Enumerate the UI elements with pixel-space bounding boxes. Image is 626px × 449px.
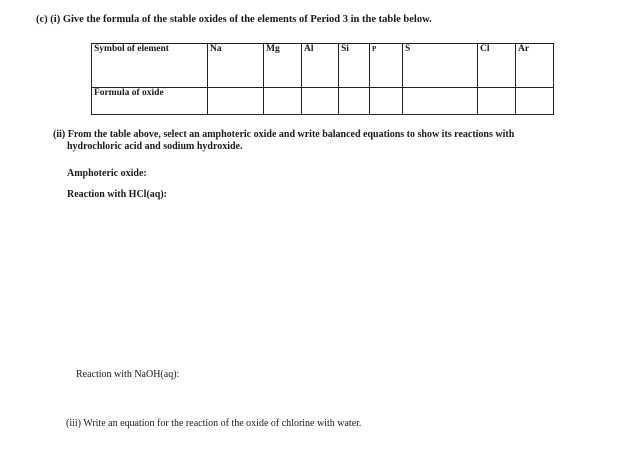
symbol-cell-s: S xyxy=(403,44,478,88)
symbol-cell-al: Al xyxy=(302,44,339,88)
symbol-cell-cl: Cl xyxy=(478,44,516,88)
oxide-row xyxy=(92,88,554,115)
oxide-cell-si[interactable] xyxy=(339,88,370,115)
reaction-hcl-label: Reaction with HCl(aq): xyxy=(67,189,167,200)
question-c-ii-line1: (ii) From the table above, select an amphoteric oxide and write balanced equations to show its reactions with xyxy=(53,129,515,140)
oxide-table xyxy=(91,43,554,115)
amphoteric-oxide-label: Amphoteric oxide: xyxy=(67,168,147,179)
symbol-cell-si: Si xyxy=(339,44,370,88)
oxide-cell-ar[interactable] xyxy=(516,88,554,115)
question-c-i: (c) (i) Give the formula of the stable oxides of the elements of Period 3 in the table below. xyxy=(36,14,432,25)
question-c-iii: (iii) Write an equation for the reaction of the oxide of chlorine with water. xyxy=(66,418,362,429)
oxide-cell-na[interactable] xyxy=(208,88,264,115)
oxide-cell-mg[interactable] xyxy=(264,88,302,115)
oxide-row-header: Formula of oxide xyxy=(92,88,208,115)
symbol-row xyxy=(92,44,554,88)
symbol-cell-mg: Mg xyxy=(264,44,302,88)
reaction-naoh-label: Reaction with NaOH(aq): xyxy=(76,369,180,380)
oxide-cell-cl[interactable] xyxy=(478,88,516,115)
symbol-cell-na: Na xyxy=(208,44,264,88)
symbol-cell-p: P xyxy=(370,44,403,88)
question-c-ii-line2: hydrochloric acid and sodium hydroxide. xyxy=(67,141,243,152)
oxide-cell-p[interactable] xyxy=(370,88,403,115)
symbol-row-header: Symbol of element xyxy=(92,44,208,88)
symbol-cell-ar: Ar xyxy=(516,44,554,88)
oxide-cell-al[interactable] xyxy=(302,88,339,115)
oxide-cell-s[interactable] xyxy=(403,88,478,115)
